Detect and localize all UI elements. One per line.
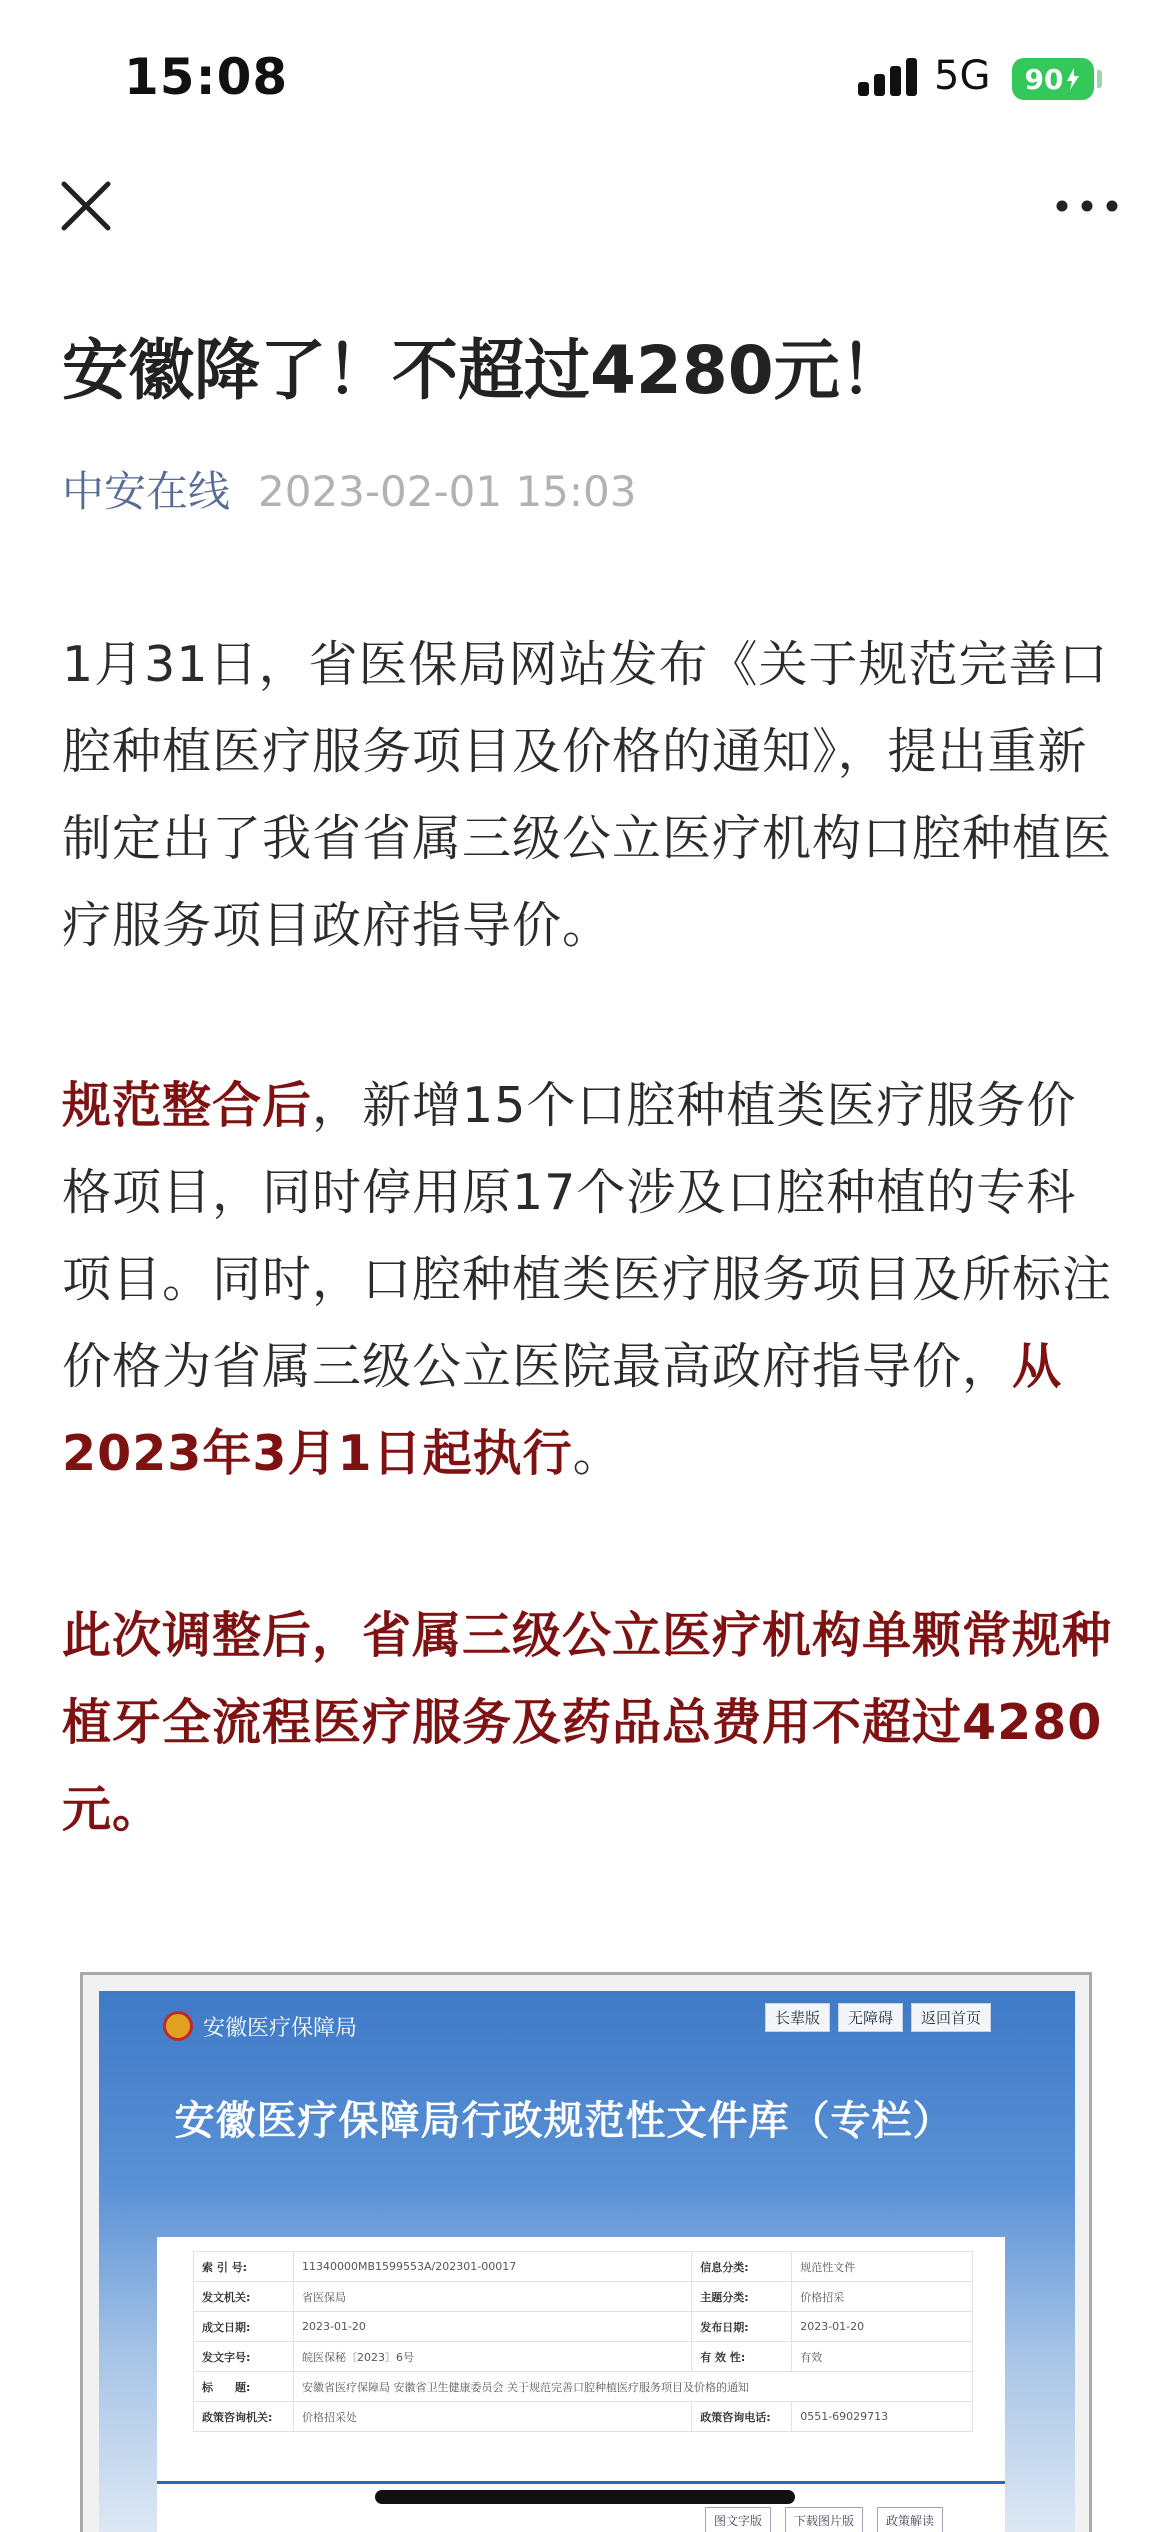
status-time: 15:08	[124, 48, 289, 106]
table-key: 发文字号:	[194, 2342, 294, 2372]
status-bar	[0, 0, 1170, 150]
article-title: 安徽降了！不超过4280元！	[62, 332, 906, 409]
table-key: 信息分类:	[692, 2252, 792, 2282]
table-row	[194, 2402, 973, 2432]
table-key: 标 题:	[194, 2372, 294, 2402]
table-value: 11340000MB1599553A/202301-00017	[294, 2252, 692, 2282]
network-type: 5G	[934, 53, 991, 99]
table-key: 发布日期:	[692, 2312, 792, 2342]
table-key: 政策咨询机关:	[194, 2402, 294, 2432]
emblem-icon	[163, 2011, 193, 2041]
embedded-info-card	[157, 2237, 1005, 2532]
embedded-org-name: 安徽医疗保障局	[203, 2016, 358, 2041]
paragraph-1: 1月31日，省医保局网站发布《关于规范完善口腔种植医疗服务项目及价格的通知》，提出重新制定出了我省省属三级公立医疗机构口腔种植医疗服务项目政府指导价。	[62, 636, 1113, 954]
table-key: 发文机关:	[194, 2282, 294, 2312]
table-key: 有 效 性:	[692, 2342, 792, 2372]
table-row	[194, 2342, 973, 2372]
table-value: 价格招采	[792, 2282, 973, 2312]
paragraph-2	[62, 1062, 1112, 1497]
publish-date: 2023-02-01 15:03	[258, 467, 637, 516]
table-row	[194, 2312, 973, 2342]
table-value: 价格招采处	[294, 2402, 692, 2432]
table-value: 规范性文件	[792, 2252, 973, 2282]
embedded-button-text-version: 图文字版	[705, 2507, 771, 2532]
table-value: 2023-01-20	[792, 2312, 973, 2342]
table-row	[194, 2282, 973, 2312]
table-row	[194, 2252, 973, 2282]
paragraph-2-emphasis: 从2023年3月1日起执行	[62, 1338, 1063, 1482]
table-value: 有效	[792, 2342, 973, 2372]
table-value: 省医保局	[294, 2282, 692, 2312]
embedded-button-home: 返回首页	[911, 2003, 991, 2032]
table-value: 安徽省医疗保障局 安徽省卫生健康委员会 关于规范完善口腔种植医疗服务项目及价格的通知	[294, 2372, 973, 2402]
battery-icon	[1012, 58, 1094, 100]
paragraph-2-body: ，新增15个口腔种植类医疗服务价格项目，同时停用原17个涉及口腔种植的专科项目。同时，口腔种植类医疗服务项目及所标注价格为省属三级公立医院最高政府指导价，	[62, 1077, 1113, 1395]
paragraph-2-lead: 规范整合后	[62, 1077, 313, 1134]
paragraph-2-tail: 。	[572, 1425, 623, 1482]
table-row	[194, 2372, 973, 2402]
table-key: 索 引 号:	[194, 2252, 294, 2282]
home-indicator[interactable]	[375, 2490, 795, 2504]
embedded-button-elder: 长辈版	[765, 2003, 830, 2032]
signal-icon	[858, 56, 918, 96]
battery-cap	[1097, 70, 1102, 88]
embedded-button-download-image: 下载图片版	[785, 2507, 863, 2532]
embedded-top-buttons	[765, 2003, 991, 2032]
article-meta	[62, 462, 637, 522]
embedded-title: 安徽医疗保障局行政规范性文件库（专栏）	[174, 2098, 954, 2144]
embedded-footer-buttons	[705, 2507, 943, 2532]
battery-level: 90	[1024, 62, 1064, 96]
embedded-banner	[99, 1991, 1075, 2532]
more-icon[interactable]	[1052, 186, 1122, 226]
embedded-info-table	[193, 2251, 973, 2432]
embedded-button-policy-reading: 政策解读	[877, 2507, 943, 2532]
table-key: 主题分类:	[692, 2282, 792, 2312]
table-key: 政策咨询电话:	[692, 2402, 792, 2432]
paragraph-3: 此次调整后，省属三级公立医疗机构单颗常规种植牙全流程医疗服务及药品总费用不超过4280元。	[62, 1607, 1113, 1838]
author-link[interactable]: 中安在线	[62, 467, 231, 516]
close-icon[interactable]	[58, 178, 114, 234]
table-value: 皖医保秘〔2023〕6号	[294, 2342, 692, 2372]
table-key: 成文日期:	[194, 2312, 294, 2342]
table-value: 0551-69029713	[792, 2402, 973, 2432]
embedded-divider	[157, 2481, 1005, 2484]
embedded-image[interactable]	[80, 1972, 1092, 2532]
table-value: 2023-01-20	[294, 2312, 692, 2342]
embedded-button-accessible: 无障碍	[838, 2003, 903, 2032]
